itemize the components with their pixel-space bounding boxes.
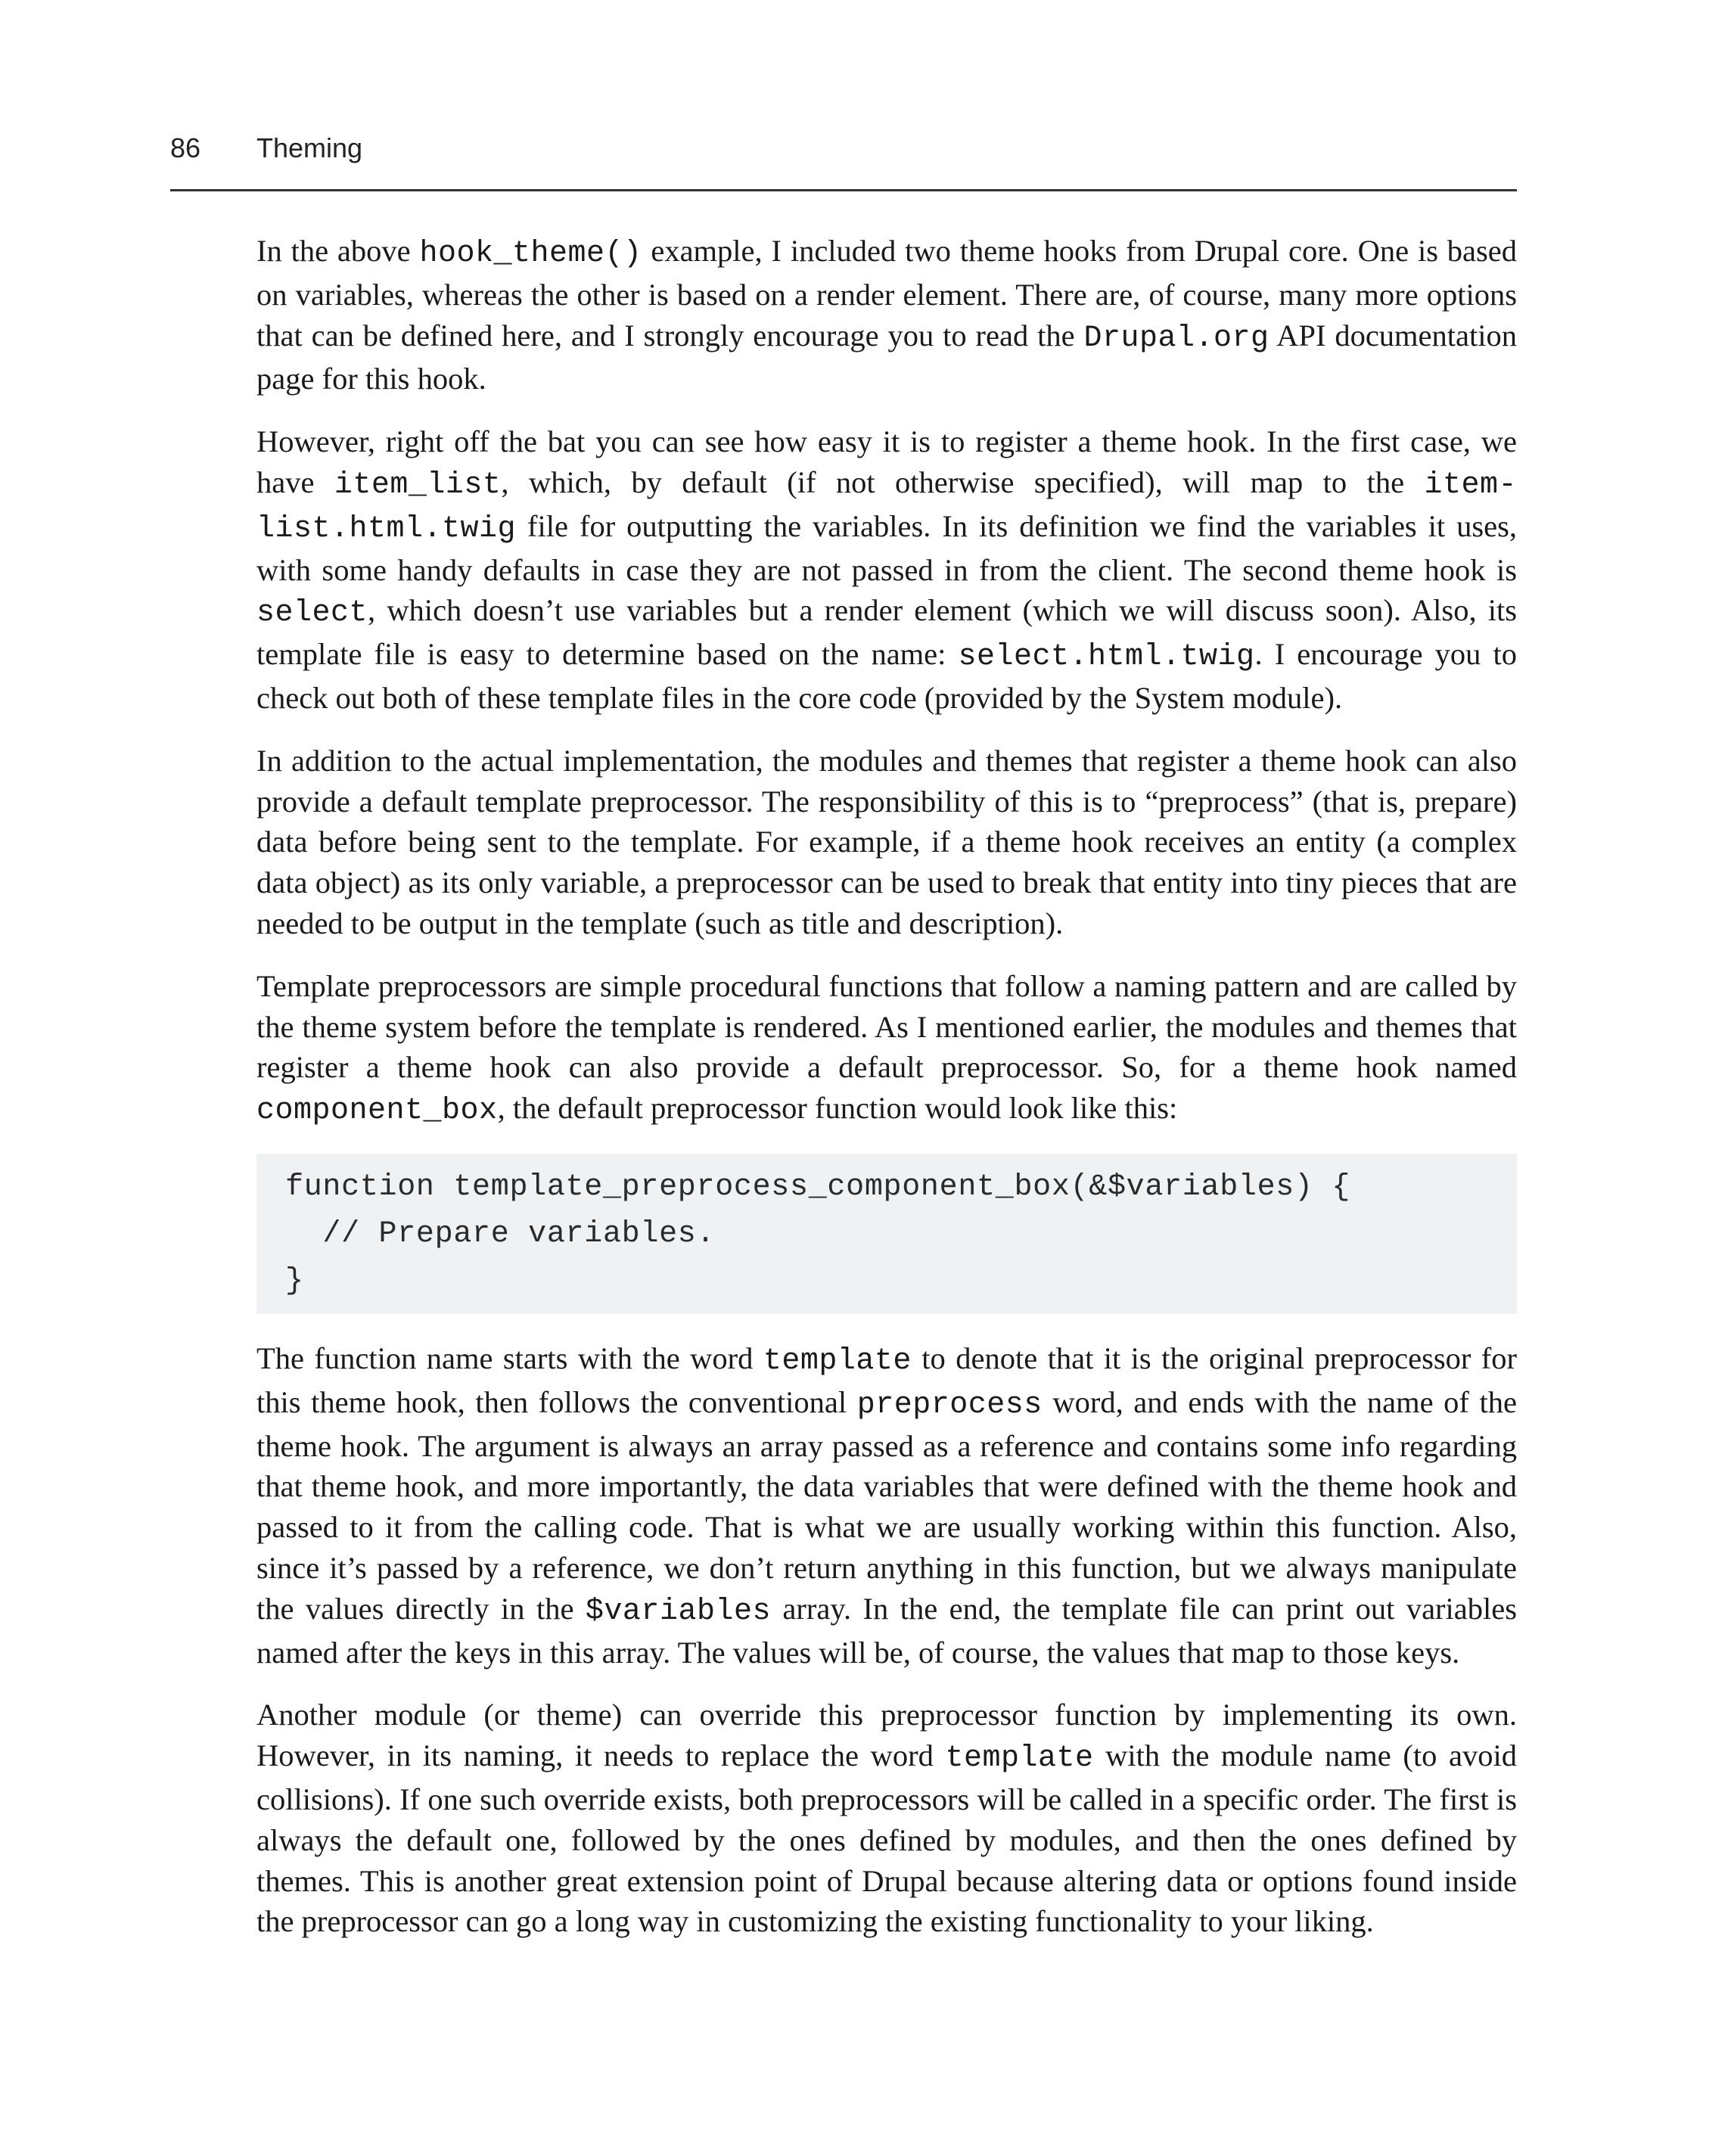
paragraph [256,231,1517,399]
code-line: // Prepare variables. [285,1216,716,1251]
text-run: example, I included two theme hooks from Drupal core. One is based on variables, whereas the other is based on a render element. There are, of course, many more options that can be defined here, and I strongly encourage you to read the [256,234,1518,353]
inline-code: template [763,1344,912,1378]
paragraph [256,421,1517,719]
text-run: to denote that it is the original preprocessor for this theme hook, then follows the conventional [256,1341,1517,1419]
text-run: In the above [256,234,420,268]
text-run: API documentation page for this hook. [256,318,1517,396]
paragraphs-before-code [256,231,1517,1132]
inline-code: item-list.html.twig [256,468,1518,546]
text-run: In addition to the actual implementation, the modules and themes that register a theme hook can also provide a default template preprocessor. The responsibility of this is to “preprocess” (that is, prepare) data before being sent to the template. For example, if a theme hook receives an entity (a complex data object) as its only variable, a preprocessor can be used to break that entity into tiny pieces that are needed to be output in the template (such as title and description). [256,743,1517,940]
paragraph [256,1695,1517,1942]
inline-code: select.html.twig [958,640,1255,675]
text-run: file for outputting the variables. In its definition we find the variables it uses, with some handy defaults in case they are not passed in from the client. The second theme hook is [256,508,1517,587]
text-run: , which, by default (if not otherwise specified), will map to the [501,464,1425,499]
inline-code: select [256,596,368,631]
code-block [256,1154,1517,1314]
inline-code: preprocess [856,1387,1043,1422]
text-run: word, and ends with the name of the theme hook. The argument is always an array passed as a reference and contains some info regarding that theme hook, and more importantly, the data variables that were defined with the theme hook and passed to it from the calling code. That is what we are usually working within this function. Also, since it’s passed by a reference, we don’t return anything in this function, but we always manipulate the values directly in the [256,1384,1517,1626]
running-head: Theming [256,132,363,163]
paragraph [256,1338,1517,1673]
page-body [256,231,1517,1964]
inline-code: hook_theme() [419,237,642,271]
code-line: } [285,1263,304,1298]
text-run: Template preprocessors are simple procedural functions that follow a naming pattern and are called by the theme system before the template is rendered. As I mentioned earlier, the modules and themes that register a theme hook can also provide a default preprocessor. So, for a theme hook named [256,968,1517,1085]
inline-code: component_box [256,1094,498,1129]
text-run: However, right off the bat you can see how easy it is to register a theme hook. In the first case, we have [256,424,1517,499]
paragraph [256,741,1517,944]
paragraph [256,966,1517,1132]
text-run: The function name starts with the word [256,1341,763,1375]
inline-code: template [945,1741,1094,1776]
page-header [170,129,1517,191]
inline-code: $variables [585,1594,771,1629]
text-run: . I encourage you to check out both of these template files in the core code (provided by the System module). [256,637,1517,715]
text-run: , which doesn’t use variables but a render element (which we will discuss soon). Also, its template file is easy to determine based on the name: [256,593,1517,672]
code-line: function template_preprocess_component_box(&$variables) { [285,1170,1351,1204]
text-run: array. In the end, the template file can print out variables named after the keys in this array. The values will be, of course, the values that map to those keys. [256,1591,1517,1670]
text-run: with the module name (to avoid collisions). If one such override exists, both preprocessors will be called in a specific order. The first is always the default one, followed by the ones defined by modules, and then the ones defined by themes. This is another great extension point of Drupal because altering data or options found inside the preprocessor can go a long way in customizing the existing functionality to your liking. [256,1738,1517,1939]
paragraphs-after-code [256,1338,1517,1942]
page-number: 86 [170,132,201,163]
inline-code: item_list [334,468,502,502]
text-run: Another module (or theme) can override this preprocessor function by implementing its own. However, in its naming, it needs to replace the word [256,1698,1517,1773]
inline-code: Drupal.org [1083,321,1270,356]
text-run: , the default preprocessor function would look like this: [497,1091,1178,1126]
